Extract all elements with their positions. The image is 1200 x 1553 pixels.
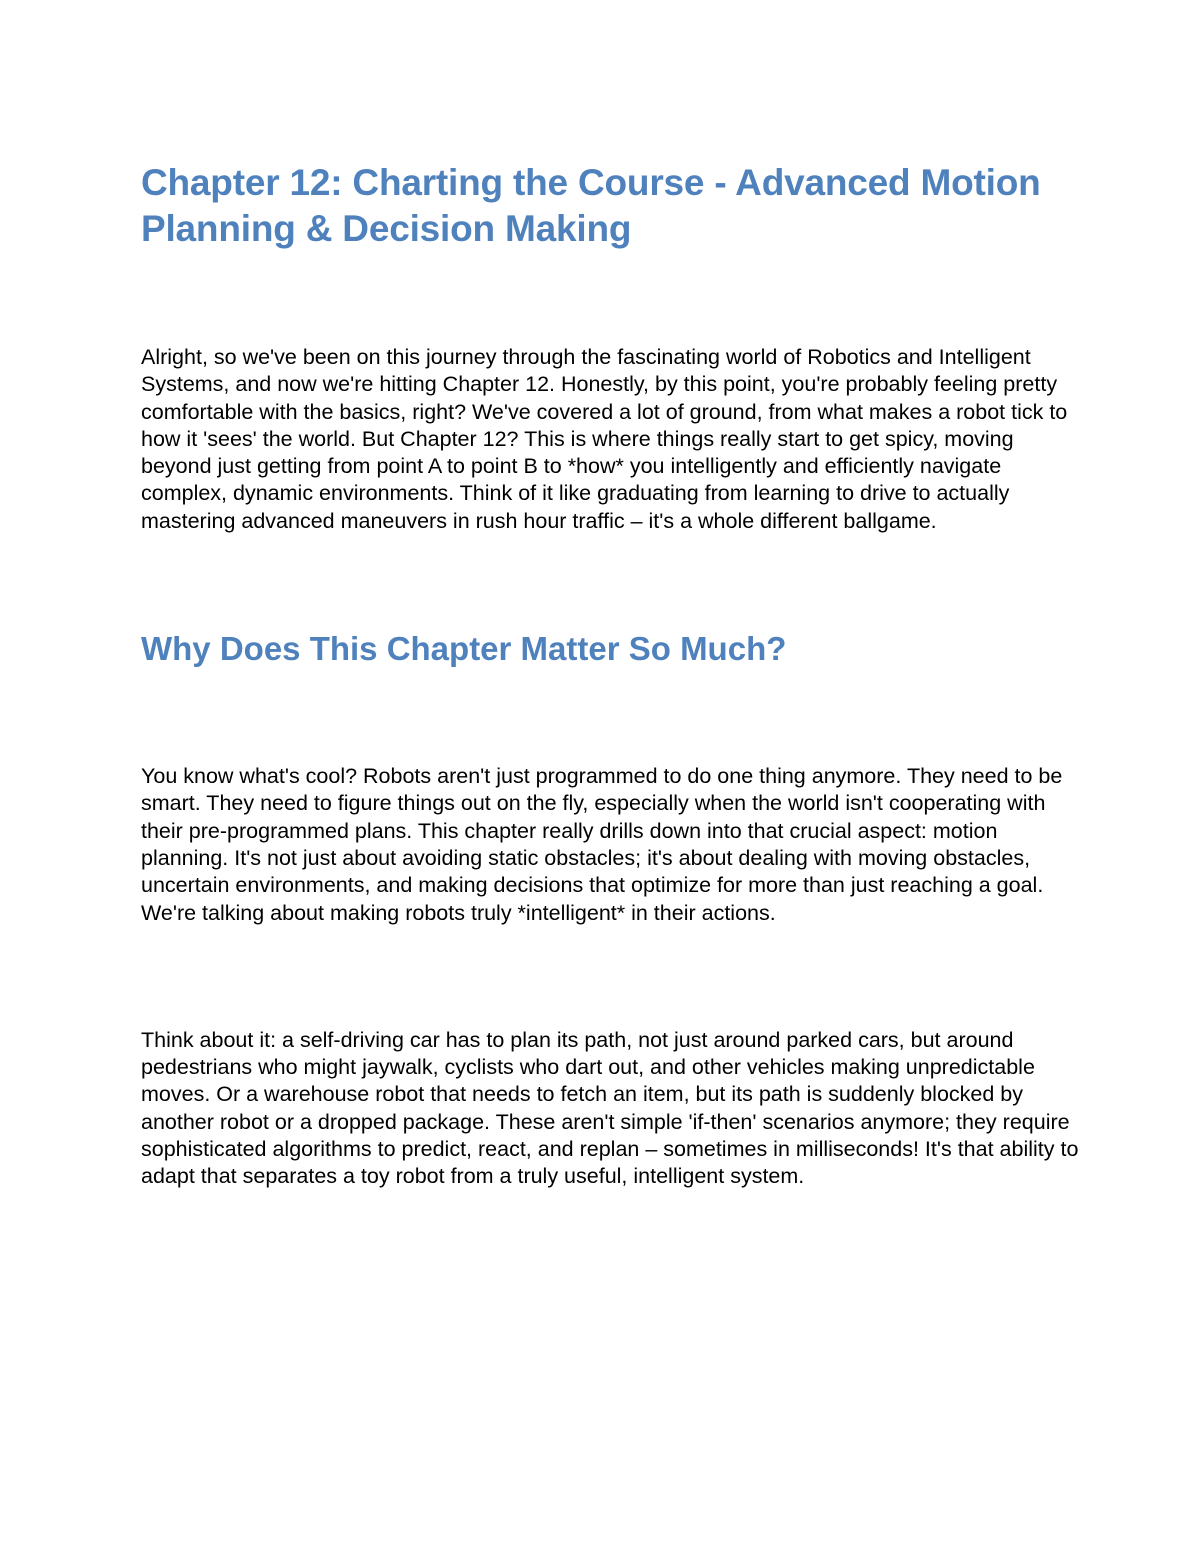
body-paragraph: You know what's cool? Robots aren't just programmed to do one thing anymore. They need to be smart. They need to figure things out on the fly, especially when the world isn't cooperating with their pre-programmed plans. This chapter really drills down into that crucial aspect: motion planning. It's not just about avoiding static obstacles; it's about dealing with moving obstacles, uncertain environments, and making decisions that optimize for more than just reaching a goal. We're talking about making robots truly *intelligent* in their actions. [141, 764, 1063, 925]
body-paragraph: Think about it: a self-driving car has to plan its path, not just around parked cars, but around pedestrians who might jaywalk, cyclists who dart out, and other vehicles making unpredictable moves. Or a warehouse robot that needs to fetch an item, but its path is suddenly blocked by another robot or a dropped package. These aren't simple 'if-then' scenarios anymore; they require sophisticated algorithms to predict, react, and replan – sometimes in milliseconds! It's that ability to adapt that separates a toy robot from a truly useful, intelligent system. [141, 1027, 1079, 1189]
chapter-title: Chapter 12: Charting the Course - Advanced Motion Planning & Decision Making [141, 162, 1041, 249]
section-heading: Why Does This Chapter Matter So Much? [141, 630, 787, 668]
intro-paragraph: Alright, so we've been on this journey through the fascinating world of Robotics and Intelligent Systems, and now we're hitting Chapter 12. Honestly, by this point, you're probably feeling pretty comfortable with the basics, right? We've covered a lot of ground, from what makes a robot tick to how it 'sees' the world. But Chapter 12? This is where things really start to get spicy, moving beyond just getting from point A to point B to *how* you intelligently and efficiently navigate complex, dynamic environments. Think of it like graduating from learning to drive to actually mastering advanced maneuvers in rush hour traffic – it's a whole different ballgame. [141, 345, 1068, 533]
document-content [141, 160, 1081, 1191]
